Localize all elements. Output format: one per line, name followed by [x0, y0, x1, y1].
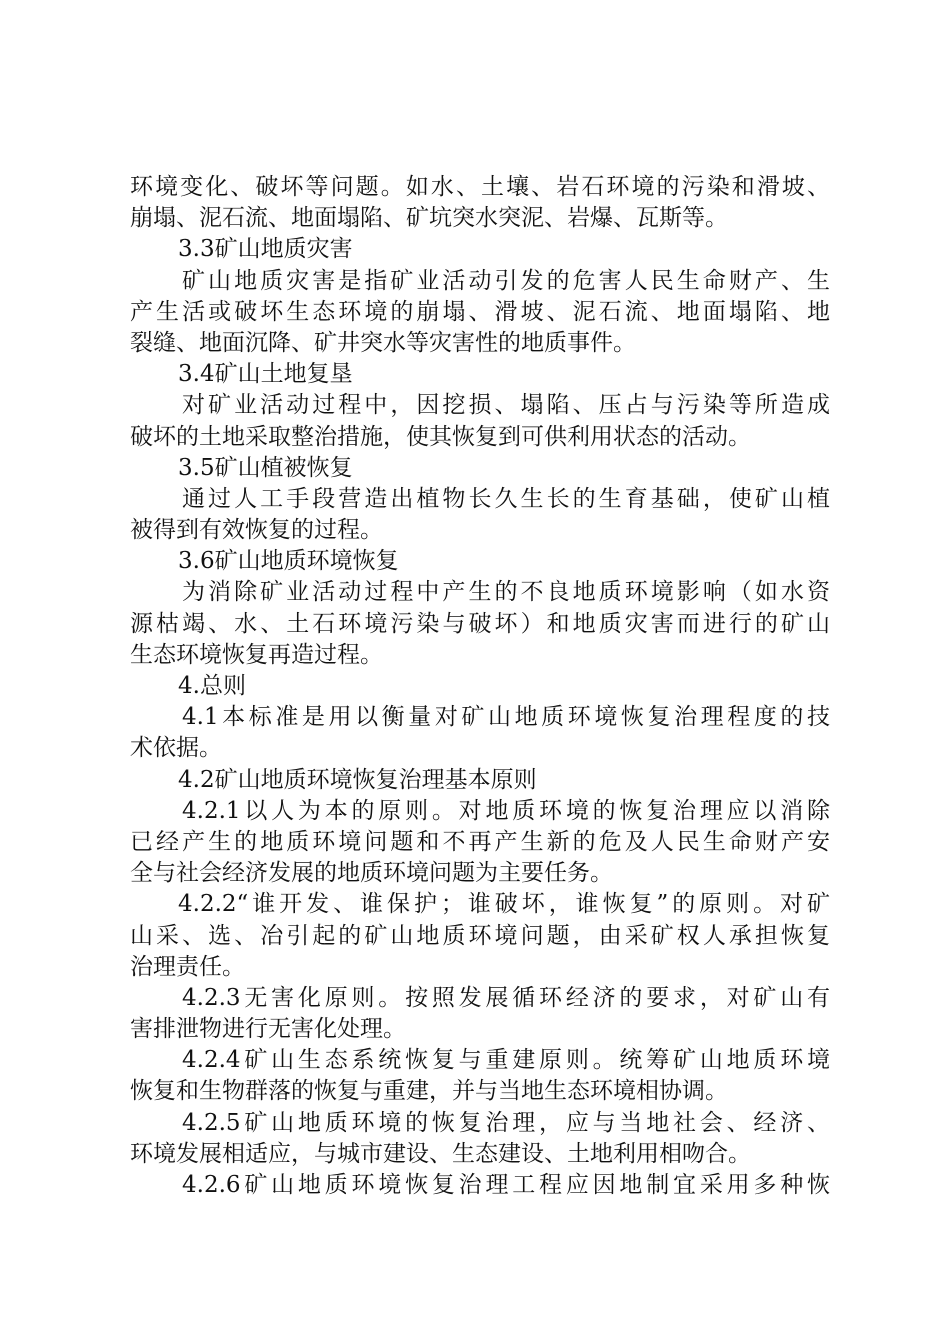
- section-heading: 3.3矿山地质灾害: [178, 236, 353, 263]
- paragraph-first-line: 4.1本标准是用以衡量对矿山地质环境恢复治理程度的技: [182, 704, 830, 731]
- paragraph-line: 环境变化、破坏等问题。如水、土壤、岩石环境的污染和滑坡、: [130, 174, 830, 200]
- section-heading: 3.5矿山植被恢复: [178, 454, 353, 481]
- paragraph-line: 产生活或破坏生态环境的崩塌、滑坡、泥石流、地面塌陷、地: [130, 298, 830, 325]
- paragraph-first-line: 4.2.5矿山地质环境的恢复治理，应与当地社会、经济、: [182, 1109, 830, 1136]
- paragraph-last-line: 裂缝、地面沉降、矿井突水等灾害性的地质事件。: [130, 329, 636, 356]
- paragraph-first-line: 对矿业活动过程中，因挖损、塌陷、压占与污染等所造成: [182, 392, 830, 419]
- section-heading: 4.总则: [178, 673, 246, 699]
- paragraph-first-line: 4.2.2“谁开发、谁保护；谁破坏，谁恢复”的原则。对矿: [178, 891, 830, 918]
- paragraph-first-line: 为消除矿业活动过程中产生的不良地质环境影响（如水资: [182, 579, 830, 606]
- paragraph-last-line: 治理责任。: [130, 953, 245, 980]
- paragraph-first-line: 4.2.4矿山生态系统恢复与重建原则。统筹矿山地质环境: [182, 1047, 830, 1074]
- paragraph-first-line: 通过人工手段营造出植物长久生长的生育基础，使矿山植: [182, 485, 830, 512]
- document-body: [130, 172, 830, 1201]
- paragraph-last-line: 破坏的土地采取整治措施，使其恢复到可供利用状态的活动。: [130, 423, 751, 450]
- paragraph-last-line: 恢复和生物群落的恢复与重建，并与当地生态环境相协调。: [130, 1078, 728, 1105]
- paragraph-line: 山采、选、冶引起的矿山地质环境问题，由采矿权人承担恢复: [130, 922, 830, 949]
- section-heading: 3.6矿山地质环境恢复: [178, 548, 399, 575]
- paragraph-last-line: 环境发展相适应，与城市建设、生态建设、土地利用相吻合。: [130, 1140, 751, 1167]
- paragraph-last-line: 崩塌、泥石流、地面塌陷、矿坑突水突泥、岩爆、瓦斯等。: [130, 205, 728, 232]
- paragraph-first-line: 4.2.3无害化原则。按照发展循环经济的要求，对矿山有: [182, 984, 830, 1011]
- section-heading: 4.2矿山地质环境恢复治理基本原则: [178, 766, 537, 793]
- paragraph-first-line: 4.2.6矿山地质环境恢复治理工程应因地制宜采用多种恢: [182, 1172, 830, 1198]
- paragraph-line: 源枯竭、水、土石环境污染与破坏）和地质灾害而进行的矿山: [130, 610, 830, 637]
- paragraph-first-line: 4.2.1以人为本的原则。对地质环境的恢复治理应以消除: [182, 797, 830, 824]
- section-heading: 3.4矿山土地复垦: [178, 361, 353, 388]
- paragraph-last-line: 术依据。: [130, 735, 222, 762]
- paragraph-last-line: 生态环境恢复再造过程。: [130, 641, 383, 668]
- paragraph-last-line: 全与社会经济发展的地质环境问题为主要任务。: [130, 860, 613, 887]
- paragraph-last-line: 害排泄物进行无害化处理。: [130, 1016, 406, 1043]
- paragraph-first-line: 矿山地质灾害是指矿业活动引发的危害人民生命财产、生: [182, 267, 830, 294]
- paragraph-line: 已经产生的地质环境问题和不再产生新的危及人民生命财产安: [130, 828, 830, 855]
- paragraph-last-line: 被得到有效恢复的过程。: [130, 517, 383, 544]
